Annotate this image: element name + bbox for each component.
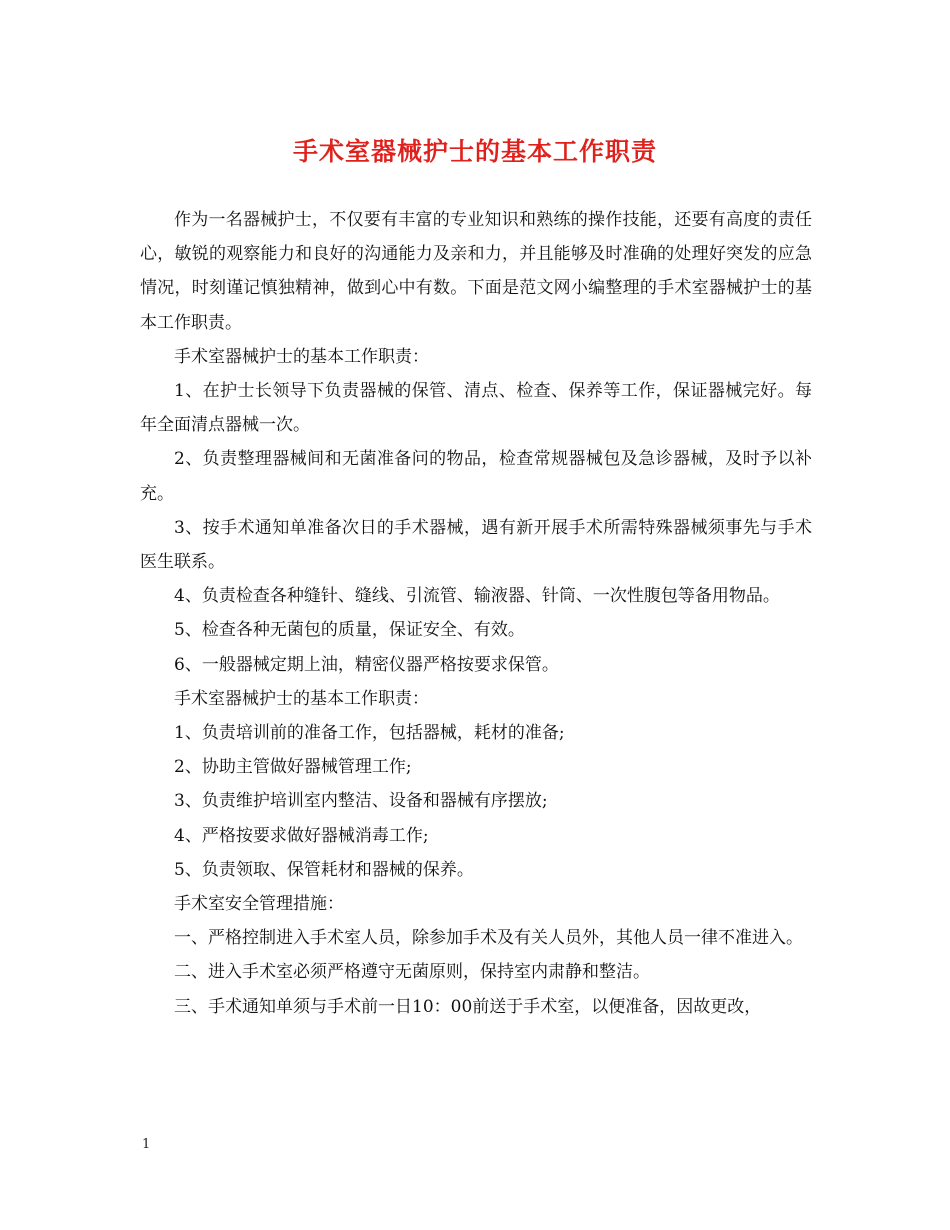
- paragraph: 三、手术通知单须与手术前一日10：00前送于手术室，以便准备，因故更改，: [174, 996, 762, 1017]
- paragraph: 手术室器械护士的基本工作职责：: [174, 346, 429, 367]
- paragraph: 手术室器械护士的基本工作职责：: [174, 688, 429, 709]
- paragraph: 4、严格按要求做好器械消毒工作;: [174, 825, 429, 846]
- paragraph: 1、负责培训前的准备工作，包括器械，耗材的准备;: [174, 723, 565, 744]
- document-body: [140, 203, 812, 1024]
- paragraph: 1、在护士长领导下负责器械的保管、清点、检查、保养等工作，保证器械完好。每年全面清点器械一次。: [140, 381, 812, 436]
- paragraph: 6、一般器械定期上油，精密仪器严格按要求保管。: [174, 654, 559, 675]
- paragraph: 5、负责领取、保管耗材和器械的保养。: [174, 859, 474, 880]
- paragraph: 二、进入手术室必须严格遵守无菌原则，保持室内肃静和整洁。: [174, 962, 650, 983]
- paragraph: 2、协助主管做好器械管理工作;: [174, 757, 412, 778]
- paragraph: 作为一名器械护士，不仅要有丰富的专业知识和熟练的操作技能，还要有高度的责任心，敏锐的观察能力和良好的沟通能力及亲和力，并且能够及时准确的处理好突发的应急情况，时刻谨记慎独精神，做到心中有数。下面是范文网小编整理的手术室器械护士的基本工作职责。: [140, 210, 812, 333]
- paragraph: 3、按手术通知单准备次日的手术器械，遇有新开展手术所需特殊器械须事先与手术医生联系。: [140, 517, 812, 573]
- paragraph: 2、负责整理器械间和无菌准备问的物品，检查常规器械包及急诊器械，及时予以补充。: [140, 449, 812, 504]
- paragraph: 4、负责检查各种缝针、缝线、引流管、输液器、针筒、一次性腹包等备用物品。: [174, 586, 780, 607]
- paragraph: 手术室安全管理措施：: [174, 894, 344, 915]
- paragraph: 5、检查各种无菌包的质量，保证安全、有效。: [174, 620, 525, 641]
- paragraph: 3、负责维护培训室内整洁、设备和器械有序摆放;: [174, 791, 548, 812]
- paragraph: 一、严格控制进入手术室人员，除参加手术及有关人员外，其他人员一律不准进入。: [174, 928, 803, 949]
- document-title: 手术室器械护士的基本工作职责: [292, 137, 657, 166]
- page-number: 1: [142, 1137, 151, 1152]
